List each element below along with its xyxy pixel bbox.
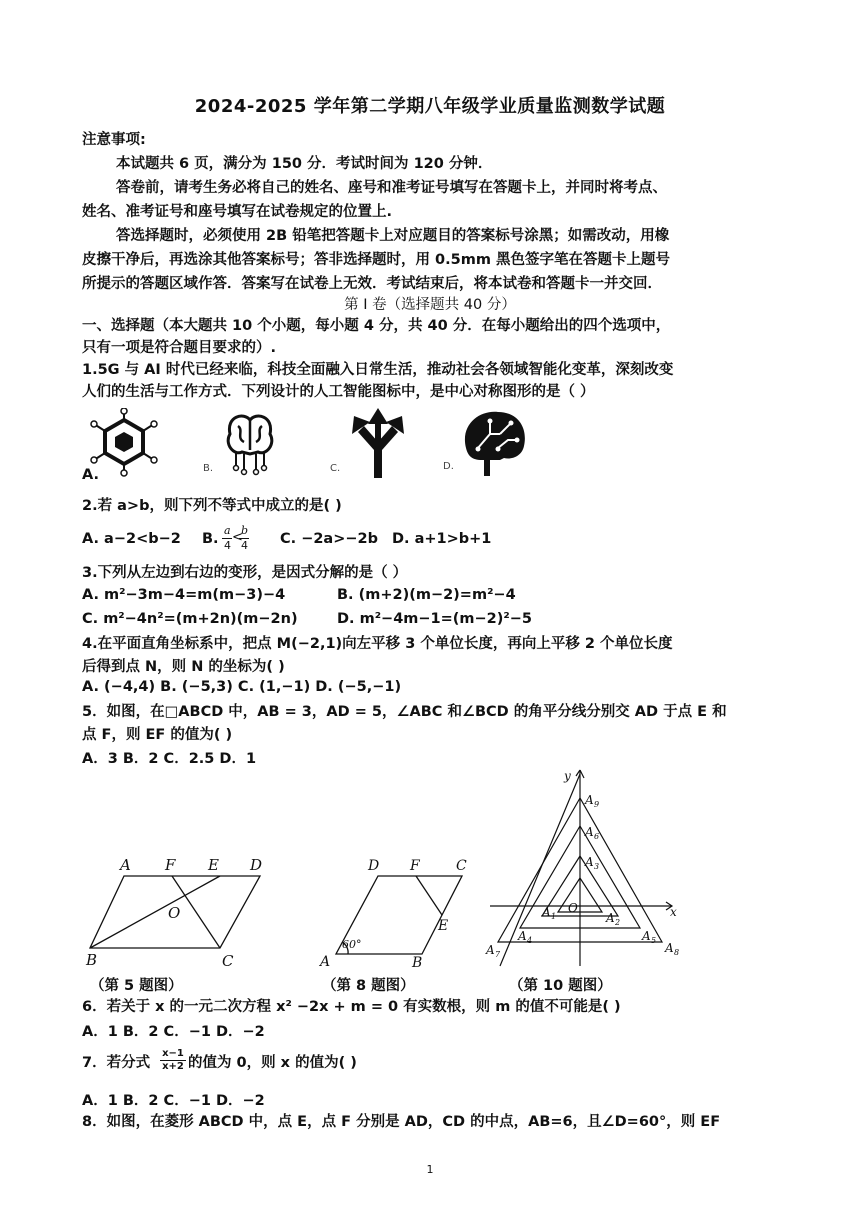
- frac-den-a: 4: [224, 539, 231, 552]
- fig10-label-a1: A: [542, 905, 551, 919]
- fig8-label-b: B: [412, 955, 423, 971]
- fig8-angle: 60°: [342, 938, 362, 951]
- q5-options: A．3 B．2 C．2.5 D．1: [82, 751, 257, 767]
- q2-option-b-label: B.: [202, 531, 219, 547]
- q1-option-b: B.: [203, 463, 214, 474]
- svg-text:5: 5: [651, 936, 657, 945]
- frac-op: <: [232, 530, 243, 545]
- fig10-label-a8: A: [665, 941, 674, 955]
- q7-options: A．1 B．2 C．−1 D．−2: [82, 1093, 265, 1109]
- q2-option-d: D. a+1>b+1: [392, 531, 492, 547]
- svg-text:6: 6: [594, 832, 600, 841]
- fig10-label-y: y: [564, 769, 571, 783]
- q6-options: A．1 B．2 C．−1 D．−2: [82, 1024, 265, 1040]
- ai-arrows-icon: [352, 408, 404, 478]
- q1-option-c: C.: [330, 463, 341, 474]
- q7-numerator: x−1: [162, 1048, 184, 1059]
- fig8-label-f: F: [410, 858, 420, 874]
- fig10-label-x: x: [670, 905, 677, 919]
- q3-option-c: C. m²−4n²=(m+2n)(m−2n): [82, 611, 298, 627]
- fig5-label-b: B: [86, 951, 98, 969]
- q5-line1: 5．如图，在□ABCD 中，AB = 3，AD = 5，∠ABC 和∠BCD 的角平分线分别交 AD 于点 E 和: [82, 704, 727, 720]
- q2-option-b-fraction: [222, 524, 248, 556]
- fig10-label-a2: A: [606, 911, 615, 925]
- fig10-label-a4: A: [518, 929, 527, 943]
- q1-line2: 人们的生活与工作方式．下列设计的人工智能图标中，是中心对称图形的是（ ）: [82, 384, 595, 400]
- notice-p2a: 答卷前，请考生务必将自己的姓名、座号和准考证号填写在答题卡上，并同时将考点、: [116, 180, 667, 196]
- q3-option-d: D. m²−4m−1=(m−2)²−5: [337, 611, 532, 627]
- q7-denominator: x+2: [160, 1060, 186, 1072]
- ai-brain-head-icon: [465, 412, 525, 476]
- part1-title: 第 Ⅰ 卷（选择题共 40 分）: [344, 297, 516, 313]
- q7-fraction: [160, 1048, 186, 1080]
- fig10-label-a9: A: [585, 793, 594, 807]
- svg-text:4: 4: [527, 936, 533, 945]
- fig10-label-a7: A: [486, 943, 495, 957]
- svg-text:2: 2: [615, 918, 621, 927]
- section1-line1: 一、选择题（本大题共 10 个小题，每小题 4 分，共 40 分．在每小题给出的四个选项中，: [82, 318, 671, 334]
- q7-post: 的值为 0，则 x 的值为( ): [188, 1055, 357, 1071]
- notice-p1: 本试题共 6 页，满分为 150 分．考试时间为 120 分钟．: [116, 156, 493, 172]
- notice-p3b: 皮擦干净后，再选涂其他答案标号；答非选择题时，用 0.5mm 黑色签字笔在答题卡上题号: [82, 252, 670, 268]
- q3-option-a: A. m²−3m−4=m(m−3)−4: [82, 587, 286, 603]
- q4-line1: 4.在平面直角坐标系中，把点 M(−2,1)向左平移 3 个单位长度，再向上平移 2 个单位长度: [82, 636, 673, 652]
- ai-brain-circuit-icon: [228, 416, 272, 474]
- q4-options: A. (−4,4) B. (−5,3) C. (1,−1) D. (−5,−1): [82, 679, 402, 695]
- q2-option-c: C. −2a>−2b: [280, 531, 378, 547]
- fig8-label-a: A: [320, 954, 331, 970]
- fig5-label-c: C: [222, 952, 234, 970]
- fig8-caption: （第 8 题图）: [322, 978, 415, 994]
- fig5-label-f: F: [165, 856, 176, 874]
- q3-option-b: B. (m+2)(m−2)=m²−4: [337, 587, 516, 603]
- q1-option-a: A.: [82, 467, 99, 483]
- q8-line1: 8．如图，在菱形 ABCD 中，点 E，点 F 分别是 AD，CD 的中点，AB=6，且∠D=60°，则 EF: [82, 1114, 721, 1130]
- q2-stem: 2.若 a>b，则下列不等式中成立的是( ): [82, 498, 342, 514]
- svg-text:9: 9: [594, 800, 600, 809]
- page-title: 2024-2025 学年第二学期八年级学业质量监测数学试题: [194, 96, 666, 117]
- notice-heading: 注意事项:: [82, 132, 146, 148]
- notice-p3a: 答选择题时，必须使用 2B 铅笔把答题卡上对应题目的答案标号涂黑；如需改动，用橡: [116, 228, 670, 244]
- svg-text:3: 3: [594, 862, 600, 871]
- fig5-label-a: A: [120, 856, 131, 874]
- frac-den-b: 4: [241, 539, 248, 552]
- fig8-label-c: C: [456, 858, 467, 874]
- svg-text:8: 8: [674, 948, 680, 957]
- section1-line2: 只有一项是符合题目要求的）.: [82, 340, 277, 356]
- frac-num-b: b: [241, 524, 249, 537]
- fig10-label-a6: A: [585, 825, 594, 839]
- fig10-label-o: O: [568, 901, 578, 915]
- page-number: 1: [426, 1163, 434, 1176]
- svg-text:7: 7: [495, 950, 501, 959]
- fig5-caption: （第 5 题图）: [90, 978, 183, 994]
- figures-area: [80, 766, 700, 974]
- q1-option-d: D.: [443, 461, 454, 472]
- fig10-label-a3: A: [585, 855, 594, 869]
- notice-p3c: 所提示的答题区域作答．答案写在试卷上无效．考试结束后，将本试卷和答题卡一并交回．: [82, 276, 662, 292]
- q4-line2: 后得到点 N，则 N 的坐标为( ): [82, 659, 285, 675]
- svg-text:1: 1: [551, 912, 557, 921]
- fig5-label-d: D: [250, 856, 263, 874]
- fig10-caption: （第 10 题图）: [509, 978, 612, 994]
- q1-icons: [82, 408, 552, 486]
- q7-pre: 7．若分式: [82, 1055, 151, 1071]
- fig8-label-e: E: [438, 918, 449, 934]
- q6-stem: 6．若关于 x 的一元二次方程 x² −2x + m = 0 有实数根，则 m 的值不可能是( ): [82, 999, 621, 1015]
- fig5-label-o: O: [168, 904, 181, 922]
- q3-stem: 3.下列从左边到右边的变形，是因式分解的是（ ）: [82, 565, 408, 581]
- fig10-label-a5: A: [642, 929, 651, 943]
- q1-line1: 1.5G 与 AI 时代已经来临，科技全面融入日常生活，推动社会各领域智能化变革，深刻改变: [82, 362, 674, 378]
- fig5-label-e: E: [208, 856, 219, 874]
- fig8-label-d: D: [368, 858, 380, 874]
- q2-option-a: A. a−2<b−2: [82, 531, 181, 547]
- q5-line2: 点 F，则 EF 的值为( ): [82, 727, 233, 743]
- frac-num-a: a: [224, 524, 231, 537]
- notice-p2b: 姓名、准考证号和座号填写在试卷规定的位置上.: [82, 204, 393, 220]
